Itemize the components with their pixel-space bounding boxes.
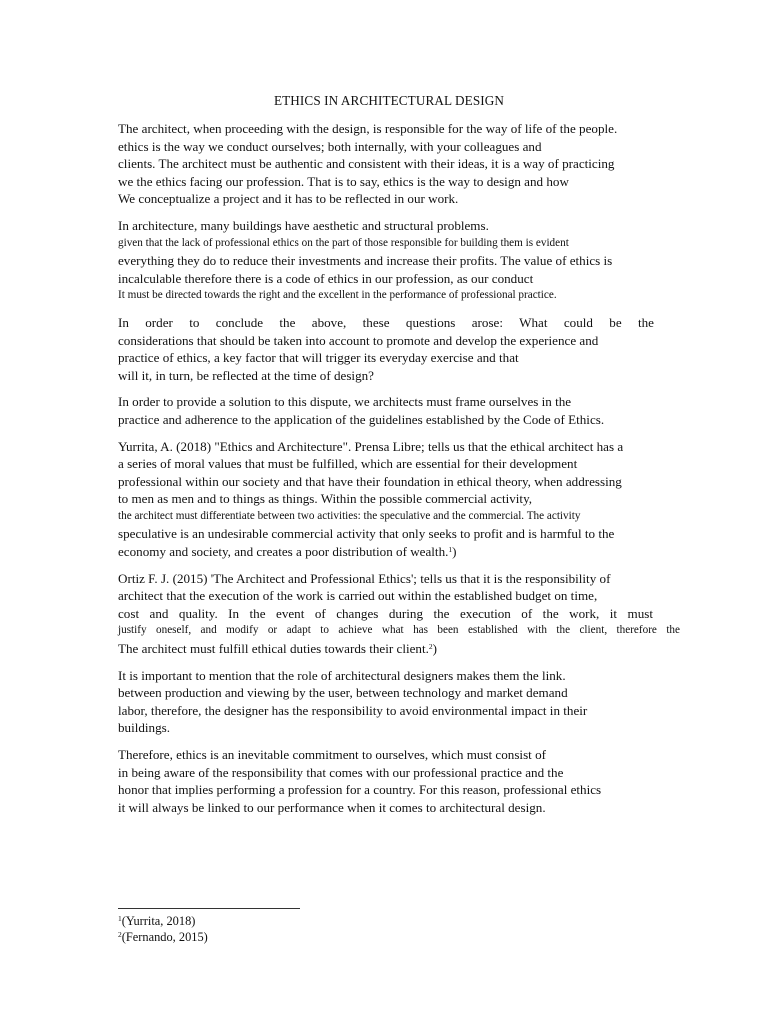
footnote-2 <box>118 929 208 945</box>
paragraph-2 <box>118 217 688 305</box>
paragraph-line: a series of moral values that must be fulfilled, which are essential for their development <box>118 456 578 472</box>
paragraph-line: ethics is the way we conduct ourselves; both internally, with your colleagues and <box>118 138 542 154</box>
paragraph-line: clients. The architect must be authentic and consistent with their ideas, it is a way of practicing <box>118 156 615 172</box>
paragraph-line: professional within our society and that have their foundation in ethical theory, when addressing <box>118 473 622 489</box>
footnote-reference: 1 <box>448 545 453 555</box>
paragraph-line-with-note <box>118 543 688 561</box>
paragraph-line: it will always be linked to our performance when it comes to architectural design. <box>118 799 546 815</box>
footnote-separator <box>118 908 300 909</box>
paragraph-line: It must be directed towards the right and the excellent in the performance of professional practice. <box>118 289 557 302</box>
paragraph-line: practice of ethics, a key factor that will trigger its everyday exercise and that <box>118 350 519 366</box>
paragraph-line: incalculable therefore there is a code of ethics in our profession, as our conduct <box>118 270 534 286</box>
paragraph-line: In order to conclude the above, these questions arose: What could be the <box>118 314 654 330</box>
paragraph-line: the architect must differentiate between two activities: the speculative and the commercial. The activity <box>118 509 581 522</box>
paragraph-line: will it, in turn, be reflected at the time of design? <box>118 367 374 383</box>
paragraph-line: cost and quality. In the event of changes during the execution of the work, it must <box>118 605 653 621</box>
paragraph-line: given that the lack of professional ethics on the part of those responsible for building them is evident <box>118 236 569 249</box>
footnote-1 <box>118 913 208 929</box>
paragraph-line: labor, therefore, the designer has the responsibility to avoid environmental impact in their <box>118 702 588 718</box>
paragraph-line: The architect, when proceeding with the design, is responsible for the way of life of the people. <box>118 121 618 136</box>
paragraph-3 <box>118 314 688 384</box>
paragraph-line: In order to provide a solution to this dispute, we architects must frame ourselves in the <box>118 394 572 410</box>
paragraph-line: buildings. <box>118 720 171 736</box>
document-title: ETHICS IN ARCHITECTURAL DESIGN <box>274 93 504 108</box>
paragraph-line: honor that implies performing a profession for a country. For this reason, professional ethics <box>118 782 602 798</box>
footnote-reference-close: ) <box>432 641 437 657</box>
paragraph-line: practice and adherence to the application of the guidelines established by the Code of Ethics. <box>118 411 605 427</box>
footnote-reference: 2 <box>428 642 433 652</box>
footnote-reference-close: ) <box>452 544 457 560</box>
paragraph-line-with-note <box>118 640 688 658</box>
paragraph-line: Therefore, ethics is an inevitable commitment to ourselves, which must consist of <box>118 747 546 762</box>
paragraph-line: It is important to mention that the role of architectural designers makes them the link. <box>118 667 566 683</box>
paragraph-line: We conceptualize a project and it has to be reflected in our work. <box>118 191 459 207</box>
paragraph-line: everything they do to reduce their investments and increase their profits. The value of ethics is <box>118 253 613 269</box>
paragraph-line: speculative is an undesirable commercial activity that only seeks to profit and is harmful to the <box>118 526 615 542</box>
paragraph-line: Ortiz F. J. (2015) 'The Architect and Professional Ethics'; tells us that it is the responsibility of <box>118 570 611 586</box>
paragraph-line: Yurrita, A. (2018) "Ethics and Architecture". Prensa Libre; tells us that the ethical architect has a <box>118 438 624 454</box>
paragraph-line-text: The architect must fulfill ethical duties towards their client. <box>118 641 429 657</box>
paragraph-line: in being aware of the responsibility that comes with our professional practice and the <box>118 764 564 780</box>
paragraph-line: to men as men and to things as things. Within the possible commercial activity, <box>118 491 533 507</box>
footnote-mark: 1 <box>118 914 122 923</box>
paragraph-5 <box>118 438 688 561</box>
footnotes <box>118 913 208 945</box>
footnote-text: (Yurrita, 2018) <box>121 914 196 928</box>
paragraph-8 <box>118 746 688 816</box>
paragraph-6 <box>118 570 688 658</box>
footnote-mark: 2 <box>118 930 122 939</box>
paragraph-line: In architecture, many buildings have aesthetic and structural problems. <box>118 217 489 233</box>
paragraph-4 <box>118 393 688 428</box>
paragraph-line: architect that the execution of the work is carried out within the established budget on time, <box>118 588 598 604</box>
footnote-text: (Fernando, 2015) <box>121 930 208 944</box>
paragraph-line: considerations that should be taken into account to promote and develop the experience and <box>118 332 599 348</box>
paragraph-1 <box>118 120 688 208</box>
paragraph-line-text: economy and society, and creates a poor distribution of wealth. <box>118 544 449 560</box>
paragraph-line: between production and viewing by the user, between technology and market demand <box>118 685 568 701</box>
paragraph-line: we the ethics facing our profession. That is to say, ethics is the way to design and how <box>118 173 569 189</box>
document-body <box>118 120 688 825</box>
paragraph-7 <box>118 667 688 737</box>
paragraph-line: justify oneself, and modify or adapt to achieve what has been established with the client, therefore the <box>118 624 680 637</box>
